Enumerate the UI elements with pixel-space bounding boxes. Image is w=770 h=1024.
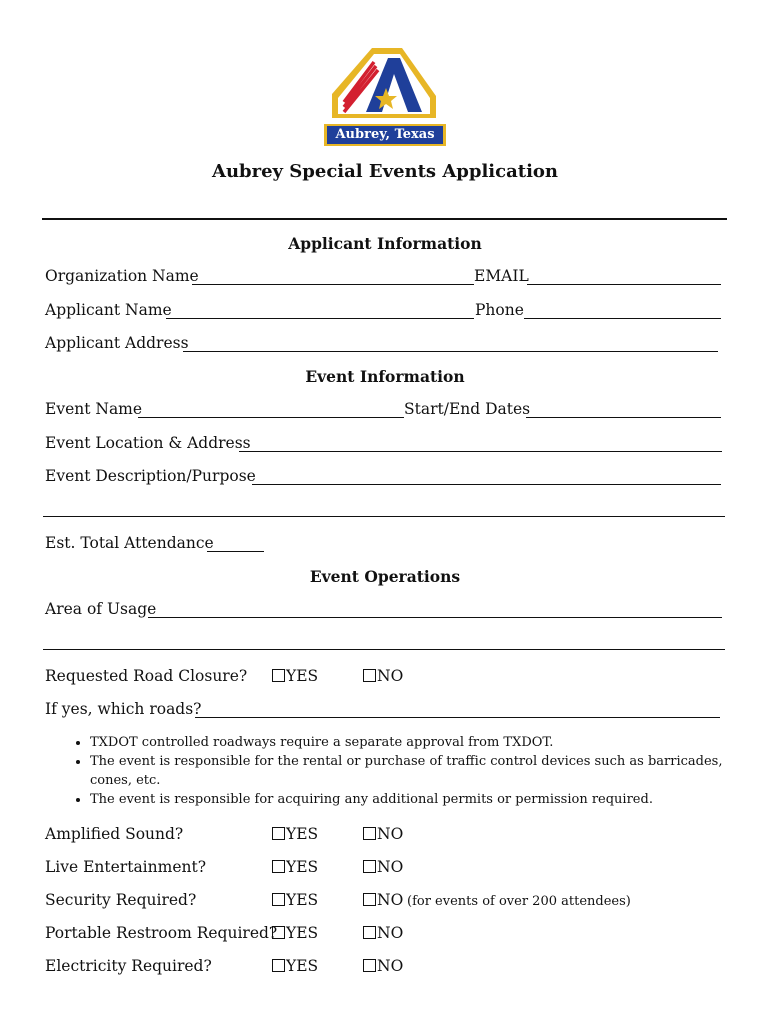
security-required-no-option[interactable] [363, 890, 403, 910]
note-item: • The event is responsible for the rental or purchase of traffic control devices such as barricades, cones, etc. [90, 752, 740, 790]
phone-label: Phone [475, 301, 524, 319]
applicant-name-label: Applicant Name [45, 301, 172, 319]
road-closure-yes-option[interactable] [272, 666, 318, 686]
checkbox-icon [272, 926, 285, 939]
event-location-label: Event Location & Address [45, 434, 251, 452]
which-roads-field[interactable] [195, 717, 720, 718]
checkbox-icon [363, 669, 376, 682]
yes-label: YES [286, 891, 319, 909]
security-required-yes-option[interactable] [272, 890, 318, 910]
portable-restroom-label: Portable Restroom Required? [45, 924, 278, 942]
portable-restroom-yes-option[interactable] [272, 923, 318, 943]
security-required-note: (for events of over 200 attendees) [407, 894, 631, 909]
portable-restroom-no-option[interactable] [363, 923, 403, 943]
electricity-required-label: Electricity Required? [45, 957, 212, 975]
organization-name-label: Organization Name [45, 267, 199, 285]
checkbox-icon [272, 669, 285, 682]
event-name-label: Event Name [45, 400, 143, 418]
applicant-name-field[interactable] [166, 318, 474, 319]
checkbox-icon [363, 926, 376, 939]
event-operations-heading: Event Operations [309, 567, 461, 586]
checkbox-icon [363, 959, 376, 972]
checkbox-icon [272, 827, 285, 840]
checkbox-icon [272, 893, 285, 906]
applicant-information-heading: Applicant Information [288, 234, 482, 253]
yes-label: YES [286, 924, 319, 942]
checkbox-icon [363, 893, 376, 906]
yes-label: YES [286, 957, 319, 975]
event-description-field-continued[interactable] [43, 516, 725, 517]
electricity-required-yes-option[interactable] [272, 956, 318, 976]
note-item: • TXDOT controlled roadways require a separate approval from TXDOT. [90, 733, 740, 752]
start-end-dates-field[interactable] [526, 417, 721, 418]
email-field[interactable] [527, 284, 721, 285]
road-closure-notes [70, 733, 740, 809]
yes-label: YES [286, 858, 319, 876]
aubrey-logo [322, 44, 448, 150]
checkbox-icon [363, 827, 376, 840]
checkbox-icon [272, 860, 285, 873]
no-label: NO [377, 891, 404, 909]
road-closure-no-option[interactable] [363, 666, 403, 686]
checkbox-icon [363, 860, 376, 873]
no-label: NO [377, 825, 404, 843]
no-label: NO [377, 667, 404, 685]
event-description-field[interactable] [252, 484, 721, 485]
note-item: • The event is responsible for acquiring any additional permits or permission required. [90, 790, 740, 809]
yes-label: YES [286, 825, 319, 843]
no-label: NO [377, 924, 404, 942]
area-of-usage-field-continued[interactable] [43, 649, 725, 650]
live-entertainment-yes-option[interactable] [272, 857, 318, 877]
amplified-sound-yes-option[interactable] [272, 824, 318, 844]
phone-field[interactable] [524, 318, 721, 319]
event-location-field[interactable] [239, 451, 722, 452]
organization-name-field[interactable] [192, 284, 474, 285]
which-roads-label: If yes, which roads? [45, 700, 202, 718]
security-required-label: Security Required? [45, 891, 197, 909]
no-label: NO [377, 957, 404, 975]
applicant-address-field[interactable] [183, 351, 718, 352]
logo-text: Aubrey, Texas [335, 127, 435, 142]
yes-label: YES [286, 667, 319, 685]
email-label: EMAIL [474, 267, 529, 285]
applicant-address-label: Applicant Address [45, 334, 189, 352]
checkbox-icon [272, 959, 285, 972]
event-name-field[interactable] [138, 417, 404, 418]
amplified-sound-label: Amplified Sound? [45, 825, 184, 843]
start-end-dates-label: Start/End Dates [404, 400, 531, 418]
area-of-usage-field[interactable] [148, 617, 722, 618]
live-entertainment-label: Live Entertainment? [45, 858, 207, 876]
est-total-attendance-field[interactable] [207, 551, 264, 552]
live-entertainment-no-option[interactable] [363, 857, 403, 877]
event-description-label: Event Description/Purpose [45, 467, 256, 485]
no-label: NO [377, 858, 404, 876]
form-title: Aubrey Special Events Application [211, 161, 559, 182]
road-closure-label: Requested Road Closure? [45, 667, 248, 685]
amplified-sound-no-option[interactable] [363, 824, 403, 844]
area-of-usage-label: Area of Usage [45, 600, 157, 618]
event-information-heading: Event Information [305, 367, 465, 386]
electricity-required-no-option[interactable] [363, 956, 403, 976]
title-divider [42, 218, 727, 220]
est-total-attendance-label: Est. Total Attendance [45, 534, 214, 552]
